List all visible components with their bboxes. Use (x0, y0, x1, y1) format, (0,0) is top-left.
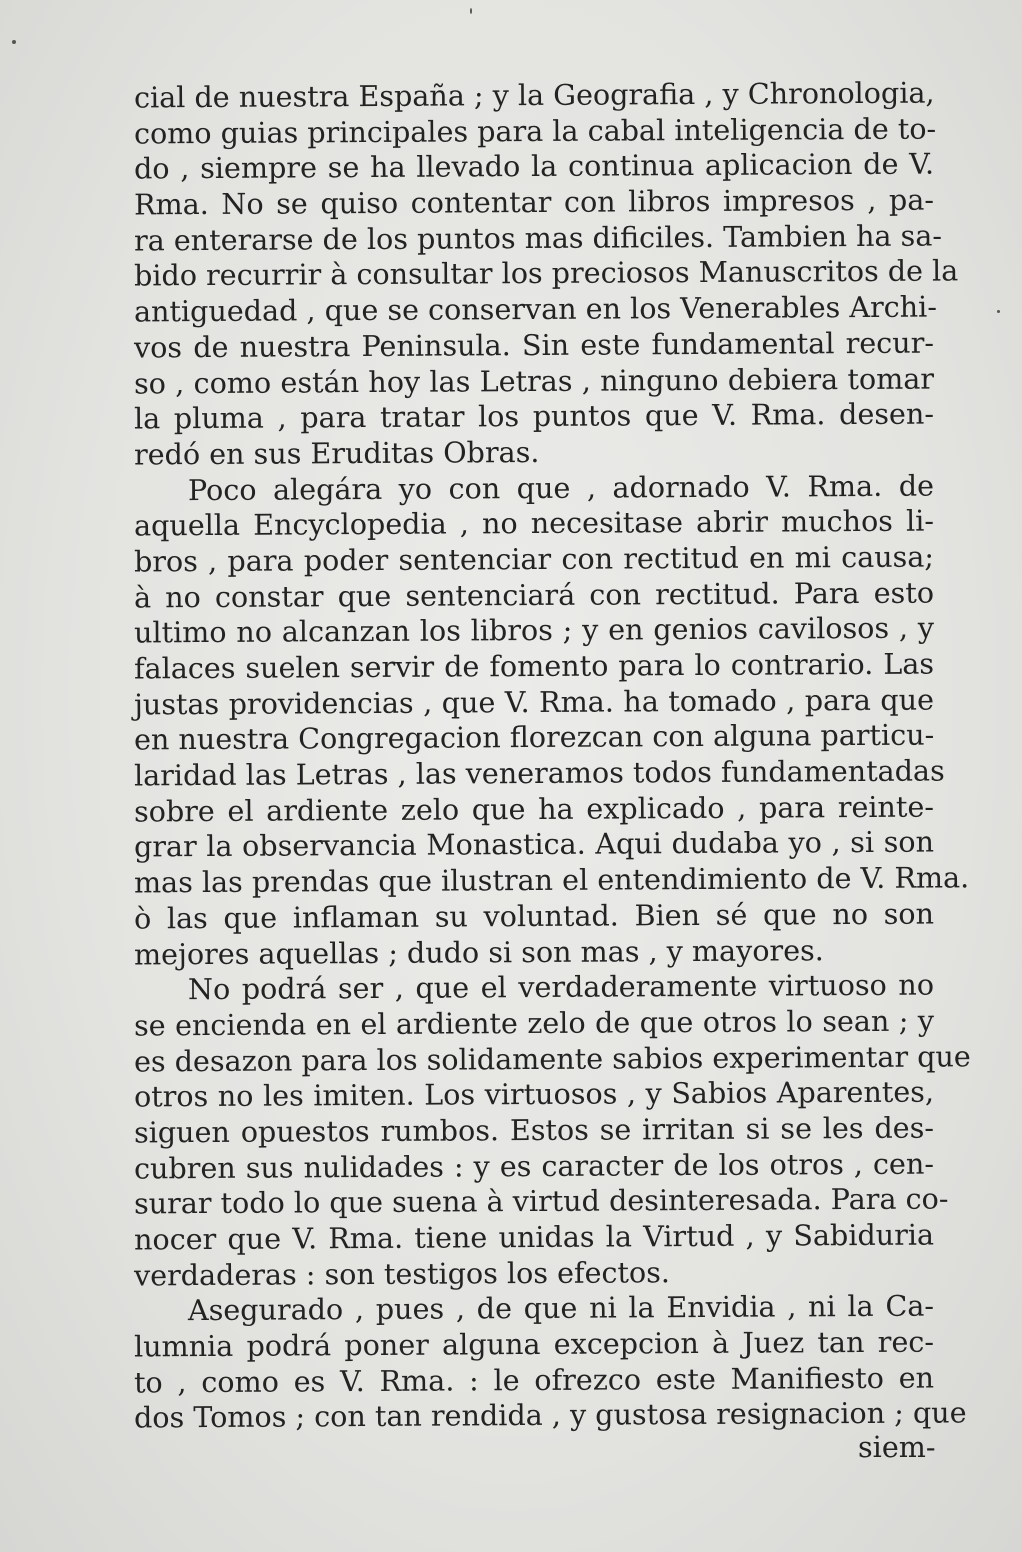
text-line: No podrá ser , que el verdaderamente virtuoso no (187, 967, 935, 1007)
text-line: falaces suelen servir de fomento para lo contrario. Las (133, 646, 935, 686)
text-line: mas las prendas que ilustran el entendimiento de V. Rma. (133, 860, 970, 900)
scan-speck (12, 40, 16, 44)
text-line: mejores aquellas ; dudo si son mas , y mayores. (133, 932, 824, 971)
text-line: redó en sus Eruditas Obras. (133, 434, 540, 472)
text-line: siguen opuestos rumbos. Estos se irritan si se les des- (133, 1110, 935, 1150)
text-line: verdaderas : son testigos los efectos. (133, 1254, 671, 1293)
paragraph (133, 967, 971, 1293)
scan-speck (470, 8, 472, 14)
text-line: ò las que inflaman su voluntad. Bien sé que no son (133, 896, 935, 936)
paragraph (133, 1288, 967, 1435)
text-line: ultimo no alcanzan los libros ; y en genios cavilosos , y (133, 610, 935, 650)
text-line: nocer que V. Rma. tiene unidas la Virtud , y Sabiduria (133, 1217, 935, 1257)
text-line: grar la observancia Monastica. Aqui dudaba yo , si son (133, 824, 935, 864)
text-line: como guias principales para la cabal inteligencia de to- (133, 111, 937, 151)
text-line: antiguedad , que se conservan en los Venerables Archi- (133, 289, 938, 329)
paragraph (133, 468, 970, 971)
text-line: Rma. No se quiso contentar con libros impresos , pa- (133, 182, 935, 222)
text-line: lumnia podrá poner alguna excepcion à Juez tan rec- (133, 1324, 935, 1364)
text-line: Asegurado , pues , de que ni la Envidia , ni la Ca- (187, 1288, 935, 1328)
text-line: cial de nuestra España ; y la Geografia , y Chronologia, (133, 75, 935, 115)
catchword: siem- (858, 1430, 936, 1464)
text-line: à no constar que sentenciará con rectitud. Para esto (133, 575, 935, 615)
body-text (133, 75, 971, 1435)
scan-speck (997, 310, 1000, 313)
text-line: es desazon para los solidamente sabios experimentar que (133, 1038, 971, 1079)
text-line: cubren sus nulidades : y es caracter de los otros , cen- (133, 1146, 935, 1186)
text-line: bros , para poder sentenciar con rectitud en mi causa; (133, 539, 935, 579)
text-line: en nuestra Congregacion florezcan con alguna particu- (133, 717, 935, 757)
text-line: surar todo lo que suena à virtud desinteresada. Para co- (133, 1181, 949, 1221)
text-line: to , como es V. Rma. : le ofrezco este Manifiesto en (133, 1360, 935, 1400)
paragraph (133, 75, 959, 472)
text-line: dos Tomos ; con tan rendida , y gustosa resignacion ; que (133, 1395, 967, 1435)
text-line: do , siempre se ha llevado la continua aplicacion de V. (133, 146, 935, 186)
text-line: la pluma , para tratar los puntos que V. Rma. desen- (133, 396, 935, 436)
text-line: ra enterarse de los puntos mas dificiles. Tambien ha sa- (133, 218, 943, 258)
text-line: bido recurrir à consultar los preciosos Manuscritos de la (133, 253, 959, 293)
text-line: laridad las Letras , las veneramos todos fundamentadas (133, 753, 945, 793)
text-line: justas providencias , que V. Rma. ha tomado , para que (133, 682, 935, 722)
text-line: so , como están hoy las Letras , ninguno debiera tomar (133, 361, 935, 400)
text-line: otros no les imiten. Los virtuosos , y Sabios Aparentes, (133, 1074, 935, 1114)
text-line: se encienda en el ardiente zelo de que otros lo sean ; y (133, 1003, 935, 1043)
text-line: sobre el ardiente zelo que ha explicado , para reinte- (133, 789, 935, 829)
text-line: aquella Encyclopedia , no necesitase abrir muchos li- (133, 503, 935, 543)
text-line: Poco alegára yo con que , adornado V. Rma. de (187, 468, 935, 507)
text-line: vos de nuestra Peninsula. Sin este fundamental recur- (133, 325, 935, 365)
